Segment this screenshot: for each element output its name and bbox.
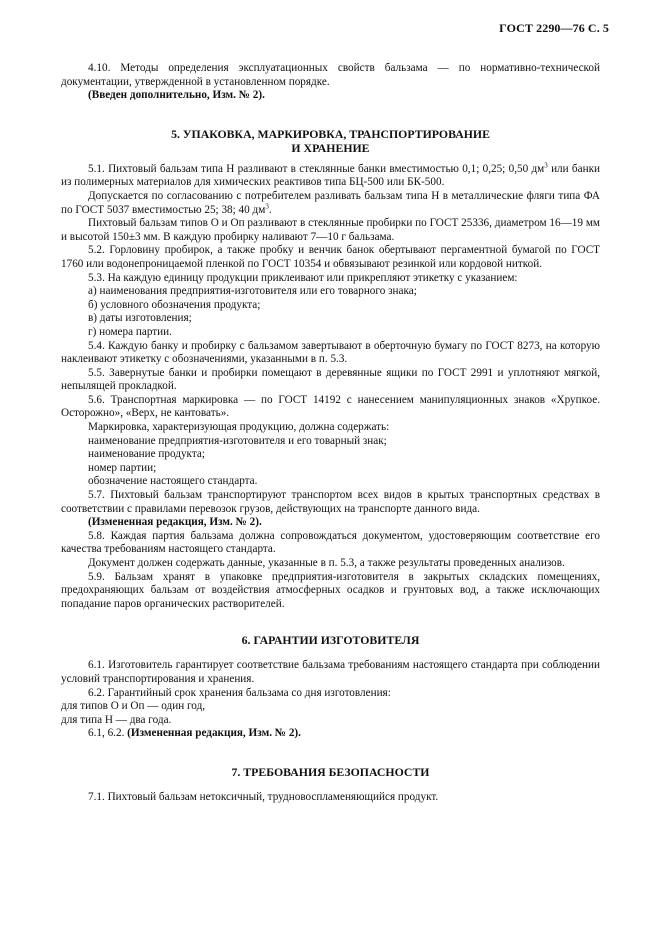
list-item: наименование предприятия-изготовителя и его товарный знак; bbox=[88, 434, 387, 447]
list-item: для типа Н — два года. bbox=[61, 713, 172, 726]
document-body bbox=[61, 62, 600, 805]
list-item: б) условного обозначения продукта; bbox=[88, 298, 261, 311]
section-5-heading bbox=[61, 127, 600, 155]
list-item: г) номера партии. bbox=[88, 325, 172, 338]
list-item: а) наименования предприятия-изготовителя или его товарного знака; bbox=[88, 285, 417, 298]
list-item: в) даты изготовления; bbox=[88, 312, 192, 325]
superscript: 3 bbox=[544, 161, 548, 170]
clause-6-2: 6.2. Гарантийный срок хранения бальзама со дня изготовления: bbox=[88, 686, 391, 699]
section-5-title-line2: И ХРАНЕНИЕ bbox=[291, 140, 370, 155]
clause-5-1 bbox=[61, 163, 600, 190]
amendment-prefix: 6.1, 6.2. bbox=[88, 727, 128, 740]
clause-5-7: 5.7. Пихтовый бальзам транспортируют транспортом всех видов в крытых транспортных средствах в соответствии с правилами перевозок грузов, действующих на транспорте данного вида. bbox=[61, 489, 600, 515]
list-item: для типов О и Оп — один год, bbox=[61, 700, 206, 713]
section-5-title-line1: 5. УПАКОВКА, МАРКИРОВКА, ТРАНСПОРТИРОВАНИЕ bbox=[171, 126, 490, 141]
clause-5-8: 5.8. Каждая партия бальзама должна сопровождаться документом, удостоверяющим соответствие его качества требованиям настоящего стандарта. bbox=[61, 529, 600, 556]
amendment-text: (Измененная редакция, Изм. № 2). bbox=[127, 727, 301, 740]
clause-5-1-tubes: Пихтовый бальзам типов О и Оп разливают в стеклянные пробирки по ГОСТ 25336, диаметром 16—19 мм и высотой 150±3 мм. В каждую пробирку наливают 7—10 г бальзама. bbox=[61, 217, 600, 243]
section-6-title: 6. ГАРАНТИИ ИЗГОТОВИТЕЛЯ bbox=[241, 633, 420, 648]
clause-5-1-allowed-text: Допускается по согласованию с потребителем разливать бальзам типа Н в металлические фляги типа ФА по ГОСТ 5037 вместимостью 25; 38; 40 дм bbox=[61, 189, 600, 216]
section-7-title: 7. ТРЕБОВАНИЯ БЕЗОПАСНОСТИ bbox=[231, 764, 430, 779]
clause-4-10: 4.10. Методы определения эксплуатационных свойств бальзама — по нормативно-технической документации, утвержденной в установленном порядке. bbox=[61, 62, 600, 88]
amendment-note-6 bbox=[61, 727, 600, 741]
clause-5-1-part2: или банки из полимерных материалов для химических реактивов типа БЦ-500 или БК-500. bbox=[61, 162, 601, 189]
clause-5-1-allowed bbox=[61, 190, 600, 217]
clause-5-8-document: Документ должен содержать данные, указанные в п. 5.3, а также результаты проведенных анализов. bbox=[88, 557, 565, 569]
list-item: обозначение настоящего стандарта. bbox=[88, 475, 258, 488]
page-header: ГОСТ 2290—76 С. 5 bbox=[499, 21, 609, 35]
clause-5-6: 5.6. Транспортная маркировка — по ГОСТ 14192 с нанесением манипуляционных знаков «Хрупкое. Осторожно», «Верх, не кантовать». bbox=[61, 393, 600, 420]
clause-5-9: 5.9. Бальзам хранят в упаковке предприятия-изготовителя в закрытых складских помещениях, предохраняющих бальзам от воздействия атмосферных осадков и грунтовых вод, а также исключающих попадание паров органических растворителей. bbox=[61, 570, 600, 610]
clause-5-6-intro: Маркировка, характеризующая продукцию, должна содержать: bbox=[88, 421, 390, 434]
period: . bbox=[268, 203, 272, 216]
superscript: 3 bbox=[265, 201, 269, 210]
clause-6-1: 6.1. Изготовитель гарантирует соответствие бальзама требованиям настоящего стандарта при соблюдении условий транспортирования и хранения. bbox=[61, 659, 600, 685]
amendment-note: (Измененная редакция, Изм. № 2). bbox=[88, 516, 262, 529]
clause-5-5: 5.5. Завернутые банки и пробирки помещают в деревянные ящики по ГОСТ 2991 и уплотняют мягкой, непылящей прокладкой. bbox=[61, 366, 600, 393]
clause-5-2: 5.2. Горловину пробирок, а также пробку и венчик банок обертывают пергаментной бумагой по ГОСТ 1760 или водонепроницаемой пленкой по ГОСТ 10354 и обвязывают резинкой или кордовой ниткой. bbox=[61, 244, 600, 270]
clause-7-1: 7.1. Пихтовый бальзам нетоксичный, трудновоспламеняющийся продукт. bbox=[88, 790, 439, 803]
amendment-note: (Введен дополнительно, Изм. № 2). bbox=[88, 89, 265, 102]
clause-5-1-part1: 5.1. Пихтовый бальзам типа Н разливают в стеклянные банки вместимостью 0,1; 0,25; 0,50 дм bbox=[88, 162, 545, 175]
list-item: наименование продукта; bbox=[88, 448, 205, 461]
clause-5-3: 5.3. На каждую единицу продукции приклеивают или прикрепляют этикетку с указанием: bbox=[88, 271, 518, 284]
list-item: номер партии; bbox=[88, 461, 157, 474]
clause-5-4: 5.4. Каждую банку и пробирку с бальзамом завертывают в оберточную бумагу по ГОСТ 8273, на которую наклеивают этикетку с обозначениями, указанными в п. 5.3. bbox=[61, 339, 600, 366]
